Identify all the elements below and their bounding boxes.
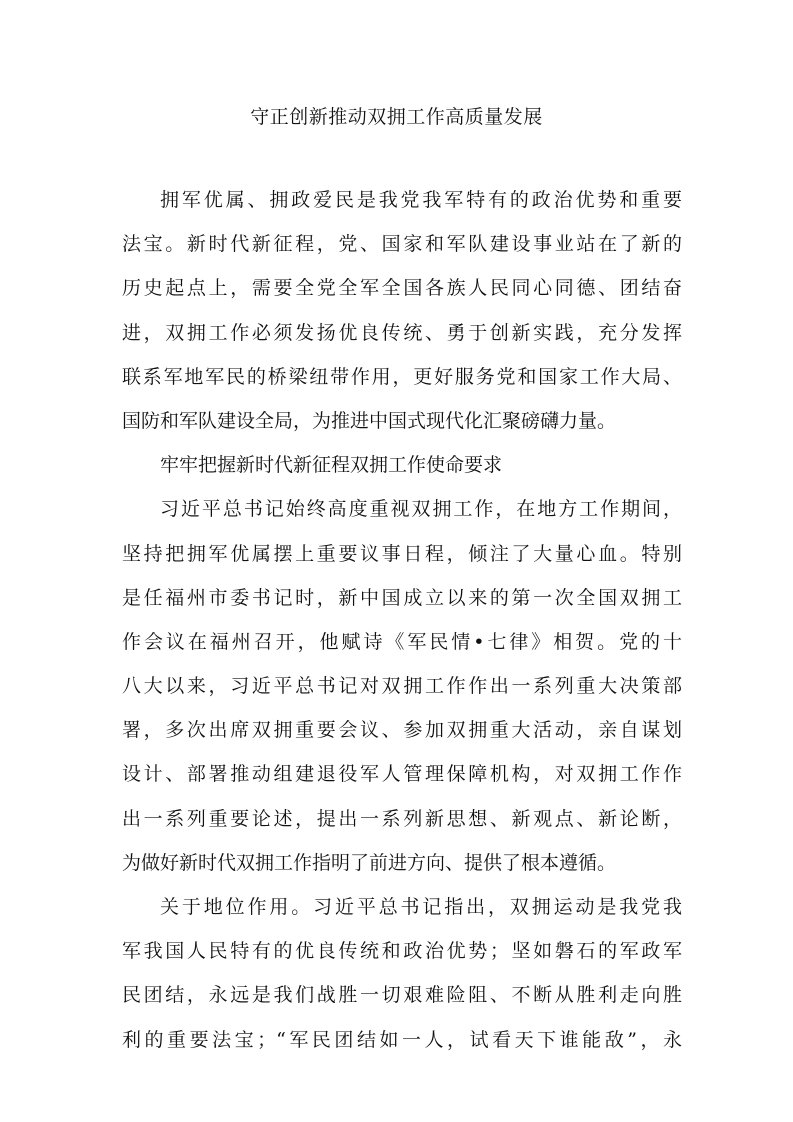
text-line: 拥军优属、拥政爱民是我党我军特有的政治优势和重要 [160, 189, 682, 211]
text-line: 习近平总书记始终高度重视双拥工作，在地方工作期间， [160, 498, 682, 521]
text-line: 关于地位作用。习近平总书记指出，双拥运动是我党我 [160, 896, 682, 918]
text-line: 民团结，永远是我们战胜一切艰难险阻、不断从胜利走向胜 [122, 984, 682, 1007]
document-body [122, 178, 682, 1062]
text-line: 联系军地军民的桥梁纽带作用，更好服务党和国家工作大局、 [122, 365, 682, 388]
text-line: 作会议在福州召开，他赋诗《军民情•七律》相贺。党的十 [122, 630, 682, 653]
text-line: 军我国人民特有的优良传统和政治优势；坚如磐石的军政军 [122, 940, 682, 963]
text-line: 法宝。新时代新征程，党、国家和军队建设事业站在了新的 [122, 233, 682, 256]
text-line: 进，双拥工作必须发扬优良传统、勇于创新实践，充分发挥 [122, 321, 682, 344]
text-line: 八大以来，习近平总书记对双拥工作作出一系列重大决策部 [122, 675, 682, 698]
text-line: 署，多次出席双拥重要会议、参加双拥重大活动，亲自谋划 [122, 719, 682, 742]
text-line: 历史起点上，需要全党全军全国各族人民同心同德、团结奋 [122, 277, 682, 300]
text-line: 为做好新时代双拥工作指明了前进方向、提供了根本遵循。 [122, 851, 617, 874]
text-line: 设计、部署推动组建退役军人管理保障机构，对双拥工作作 [122, 763, 682, 786]
text-line: 出一系列重要论述，提出一系列新思想、新观点、新论断， [122, 807, 682, 830]
text-line: 国防和军队建设全局，为推进中国式现代化汇聚磅礴力量。 [122, 409, 617, 432]
text-line: 是任福州市委书记时，新中国成立以来的第一次全国双拥工 [122, 586, 682, 609]
text-line: 坚持把拥军优属摆上重要议事日程，倾注了大量心血。特别 [122, 542, 682, 565]
text-line: 牢牢把握新时代新征程双拥工作使命要求 [160, 454, 503, 477]
document-title: 守正创新推动双拥工作高质量发展 [250, 106, 543, 128]
text-line: 利的重要法宝；“军民团结如一人，试看天下谁能敌”，永 [122, 1028, 682, 1051]
